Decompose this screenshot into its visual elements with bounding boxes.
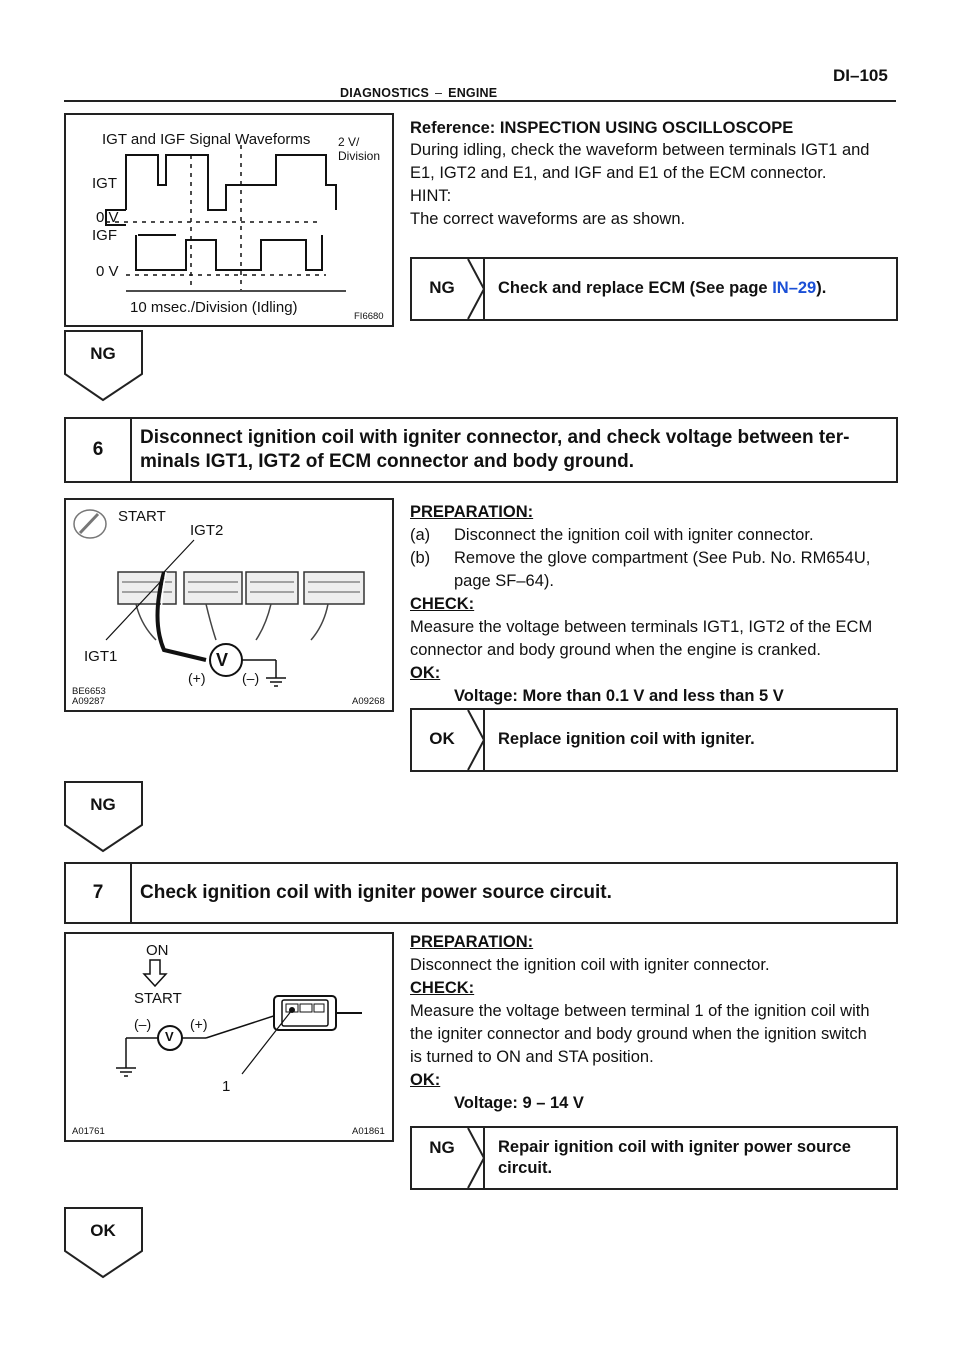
voltmeter-symbol: V xyxy=(216,650,229,670)
step-6-title-line-2: minals IGT1, IGT2 of ECM connector and body ground. xyxy=(140,451,635,472)
step-7-box xyxy=(64,862,898,924)
flow-arrow-ng xyxy=(64,330,144,402)
voltage-spec: Voltage: More than 0.1 V and less than 5 V xyxy=(454,687,784,705)
on-label: ON xyxy=(146,942,169,959)
negative-probe-label: (–) xyxy=(242,670,260,686)
running-header xyxy=(340,86,497,100)
result-text: Replace ignition coil with igniter. xyxy=(498,730,755,748)
preparation-heading: PREPARATION: xyxy=(410,503,534,521)
pentagon-shape xyxy=(64,330,144,402)
ecm-connector-drawing xyxy=(66,500,392,710)
page-link[interactable]: IN–29 xyxy=(772,279,817,297)
pentagon-shape xyxy=(64,1207,144,1279)
igt-zero-label: 0 V xyxy=(96,209,119,226)
positive-probe-label: (+) xyxy=(190,1016,208,1032)
result-label: NG xyxy=(429,278,455,297)
check-line-1: Measure the voltage between terminals IGT1, IGT2 of the ECM xyxy=(410,618,873,636)
step-number: 7 xyxy=(66,864,132,922)
header-separator: – xyxy=(435,86,443,100)
check-heading: CHECK: xyxy=(410,595,475,613)
check-heading: CHECK: xyxy=(410,979,475,997)
waveform-figure xyxy=(64,113,394,327)
step-7-title: Check ignition coil with igniter power source circuit. xyxy=(140,882,612,903)
ok-heading: OK: xyxy=(410,1071,441,1089)
result-ng-repair xyxy=(410,1126,898,1190)
flow-arrow-label: NG xyxy=(90,795,116,814)
step-b-label: (b) xyxy=(410,549,431,567)
reference-line-3: The correct waveforms are as shown. xyxy=(410,210,686,228)
flow-arrow-ng xyxy=(64,781,144,853)
ok-heading: OK: xyxy=(410,664,441,682)
result-text-pre: Check and replace ECM (See page xyxy=(498,279,773,297)
voltmeter-symbol: V xyxy=(165,1029,174,1044)
step-b-text-2: page SF–64). xyxy=(454,572,554,590)
start-label: START xyxy=(118,508,166,525)
igt-label: IGT xyxy=(92,175,117,192)
result-text-line-2: circuit. xyxy=(498,1159,553,1177)
step-number: 6 xyxy=(66,419,132,481)
step-a-label: (a) xyxy=(410,526,431,544)
figure-code-2: A09287 xyxy=(72,696,105,707)
header-subsection: ENGINE xyxy=(448,86,498,100)
figure-code-3: A09268 xyxy=(352,696,385,707)
voltage-scale-division: Division xyxy=(338,149,381,163)
igt2-label: IGT2 xyxy=(190,522,224,539)
pentagon-shape xyxy=(64,781,144,853)
figure-code-1: BE6653 xyxy=(72,686,106,697)
step-6-box xyxy=(64,417,898,483)
ecm-connector-figure xyxy=(64,498,394,712)
header-rule xyxy=(64,100,896,102)
figure-code-1: A01761 xyxy=(72,1126,105,1137)
check-line-2: connector and body ground when the engine is cranked. xyxy=(410,641,821,659)
figure-code: FI6680 xyxy=(354,311,384,322)
igt1-label: IGT1 xyxy=(84,648,118,665)
step-a-text: Disconnect the ignition coil with igniter connector. xyxy=(454,526,814,544)
igf-label: IGF xyxy=(92,227,117,244)
coil-connector-drawing xyxy=(66,934,392,1140)
waveform-title: IGT and IGF Signal Waveforms xyxy=(102,131,311,148)
result-ng-ecm xyxy=(410,257,898,321)
flow-arrow-label: NG xyxy=(90,344,116,363)
check-line-3: is turned to ON and STA position. xyxy=(410,1048,654,1066)
coil-connector-figure xyxy=(64,932,394,1142)
preparation-line-1: Disconnect the ignition coil with igniter connector. xyxy=(410,956,770,974)
reference-line-2: E1, IGT2 and E1, and IGF and E1 of the ECM connector. xyxy=(410,164,827,182)
reference-heading: Reference: INSPECTION USING OSCILLOSCOPE xyxy=(410,119,794,137)
voltage-spec: Voltage: 9 – 14 V xyxy=(454,1094,584,1112)
flow-arrow-label: OK xyxy=(90,1221,116,1240)
result-text-post: ). xyxy=(816,279,827,297)
igf-zero-label: 0 V xyxy=(96,263,119,280)
step-b-text-1: Remove the glove compartment (See Pub. No. RM654U, xyxy=(454,549,871,567)
check-line-1: Measure the voltage between terminal 1 of the ignition coil with xyxy=(410,1002,870,1020)
figure-code-2: A01861 xyxy=(352,1126,385,1137)
result-text xyxy=(498,278,826,299)
start-label: START xyxy=(134,990,182,1007)
result-text-line-1: Repair ignition coil with igniter power source xyxy=(498,1138,851,1156)
positive-probe-label: (+) xyxy=(188,670,206,686)
page-number: DI–105 xyxy=(833,66,888,85)
timebase-label: 10 msec./Division (Idling) xyxy=(130,299,298,316)
preparation-heading: PREPARATION: xyxy=(410,933,534,951)
result-label: NG xyxy=(429,1138,455,1157)
check-line-2: the igniter connector and body ground when the ignition switch xyxy=(410,1025,867,1043)
negative-probe-label: (–) xyxy=(134,1016,152,1032)
voltage-scale: 2 V/ xyxy=(338,135,360,149)
terminal-1-label: 1 xyxy=(222,1078,231,1095)
result-label: OK xyxy=(429,729,455,748)
flow-arrow-ok xyxy=(64,1207,144,1279)
result-ok-replace xyxy=(410,708,898,772)
step-6-title-line-1: Disconnect ignition coil with igniter connector, and check voltage between ter- xyxy=(140,427,850,448)
header-section: DIAGNOSTICS xyxy=(340,86,430,100)
reference-line-1: During idling, check the waveform between terminals IGT1 and xyxy=(410,141,870,159)
hint-label: HINT: xyxy=(410,187,452,205)
